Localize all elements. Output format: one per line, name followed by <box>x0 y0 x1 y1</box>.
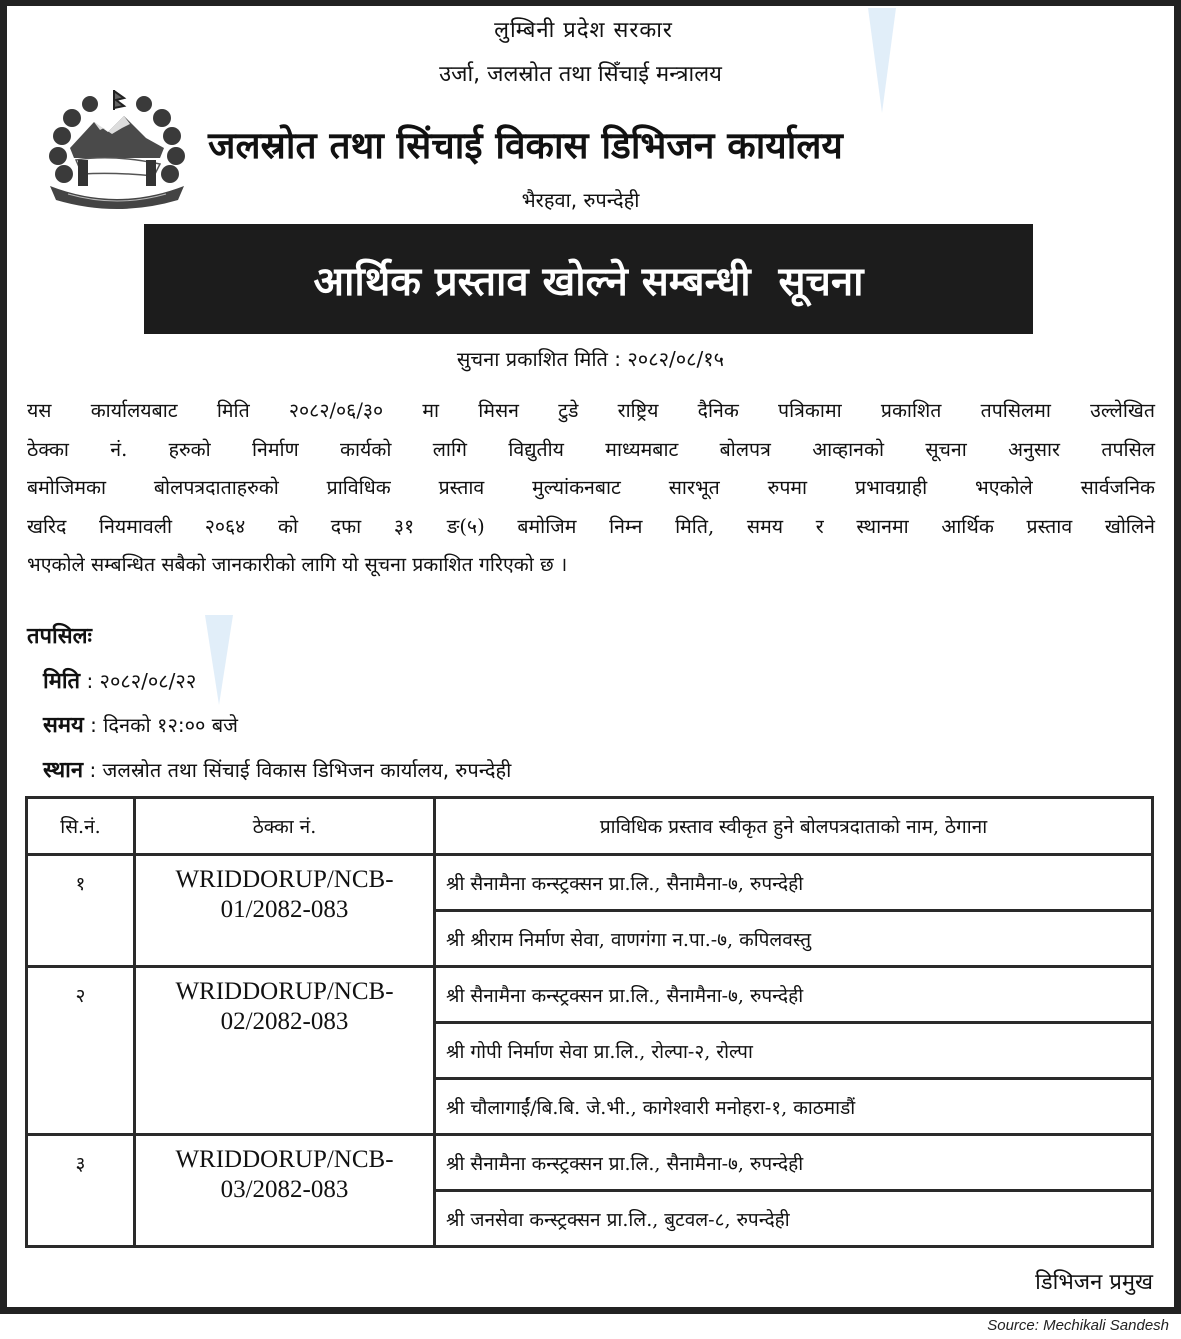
body-line: यस कार्यालयबाट मिति २०८२/०६/३० मा मिसन टुडे राष्ट्रिय दैनिक पत्रिकामा प्रकाशित तपसिलमा उल्लेखित <box>27 399 1155 422</box>
bidder-cell: श्री सैनामैना कन्स्ट्रक्सन प्रा.लि., सैनामैना-७, रुपन्देही <box>435 1135 1153 1191</box>
contract-cell <box>135 1135 435 1247</box>
ministry-name: उर्जा, जलस्रोत तथा सिँचाई मन्त्रालय <box>439 62 722 87</box>
schedule-place <box>43 754 511 784</box>
schedule-place-label: स्थान <box>43 758 84 783</box>
bidder-cell: श्री सैनामैना कन्स्ट्रक्सन प्रा.लि., सैनामैना-७, रुपन्देही <box>435 855 1153 911</box>
schedule-date-value: : २०८२/०८/२२ <box>86 669 197 693</box>
bidder-cell: श्री गोपी निर्माण सेवा प्रा.लि., रोल्पा-२, रोल्पा <box>435 1023 1153 1079</box>
contract-line: 01/2082-083 <box>220 896 349 923</box>
watermark-shape <box>205 615 233 705</box>
schedule-date-label: मिति <box>43 669 81 694</box>
office-title: जलस्रोत तथा सिंचाई विकास डिभिजन कार्यालय <box>208 124 843 167</box>
source-credit: Source: Mechikali Sandesh <box>987 1317 1169 1334</box>
body-line: ठेक्का नं. हरुको निर्माण कार्यको लागि विद्युतीय माध्यमबाट बोलपत्र आव्हानको सूचना अनुसार तपसिल <box>27 437 1155 461</box>
publication-date-value: २०८२/०८/१५ <box>627 347 725 371</box>
table-row <box>27 1135 1153 1191</box>
body-line: बमोजिमका बोलपत्रदाताहरुको प्राविधिक प्रस्ताव मुल्यांकनबाट सारभूत रुपमा प्रभावग्राही भएकोले सार्वजनिक <box>27 476 1155 499</box>
schedule-time-label: समय <box>43 713 84 738</box>
contract-line: WRIDDORUP/NCB- <box>175 1146 394 1173</box>
signature-title: डिभिजन प्रमुख <box>1035 1270 1153 1295</box>
body-line: भएकोले सम्बन्धित सबैको जानकारीको लागि यो सूचना प्रकाशित गरिएको छ । <box>27 553 568 576</box>
notice-title: आर्थिक प्रस्ताव खोल्ने सम्बन्धी सूचना <box>313 258 864 305</box>
serial-cell: १ <box>27 855 135 967</box>
office-location: भैरहवा, रुपन्देही <box>521 188 640 212</box>
bidder-cell: श्री श्रीराम निर्माण सेवा, वाणगंगा न.पा.-७, कपिलवस्तु <box>435 911 1153 967</box>
contract-cell <box>135 967 435 1135</box>
bidders-table <box>25 796 1154 1248</box>
bidder-cell: श्री सैनामैना कन्स्ट्रक्सन प्रा.लि., सैनामैना-७, रुपन्देही <box>435 967 1153 1023</box>
table-row <box>27 967 1153 1023</box>
contract-line: 03/2082-083 <box>220 1176 349 1203</box>
schedule-time-value: : दिनको १२:०० बजे <box>90 713 239 737</box>
column-header-contract: ठेक्का नं. <box>135 798 435 855</box>
serial-cell: ३ <box>27 1135 135 1247</box>
column-header-bidder: प्राविधिक प्रस्ताव स्वीकृत हुने बोलपत्रदाताको नाम, ठेगाना <box>435 798 1153 855</box>
bidder-cell: श्री चौलागाईं/बि.बि. जे.भी., कागेश्वारी मनोहरा-१, काठमाडौं <box>435 1079 1153 1135</box>
table-row <box>27 855 1153 911</box>
table-header-row <box>27 798 1153 855</box>
column-header-serial: सि.नं. <box>27 798 135 855</box>
schedule-place-value: : जलस्रोत तथा सिंचाई विकास डिभिजन कार्यालय, रुपन्देही <box>89 758 512 782</box>
serial-cell: २ <box>27 967 135 1135</box>
contract-line: WRIDDORUP/NCB- <box>175 866 394 893</box>
schedule-heading: तपसिलः <box>27 624 92 649</box>
government-name: लुम्बिनी प्रदेश सरकार <box>494 18 673 43</box>
contract-line: 02/2082-083 <box>220 1008 349 1035</box>
publication-date-label: सुचना प्रकाशित मिति : <box>456 347 622 371</box>
contract-cell <box>135 855 435 967</box>
bidder-cell: श्री जनसेवा कन्स्ट्रक्सन प्रा.लि., बुटवल-८, रुपन्देही <box>435 1191 1153 1247</box>
notice-body <box>27 392 1155 585</box>
schedule-date <box>43 665 196 695</box>
body-line: खरिद नियमावली २०६४ को दफा ३१ ङ(५) बमोजिम निम्न मिति, समय र स्थानमा आर्थिक प्रस्ताव खोलिने <box>27 514 1155 538</box>
schedule-time <box>43 709 238 739</box>
contract-line: WRIDDORUP/NCB- <box>175 978 394 1005</box>
notice-title-banner <box>144 224 1033 334</box>
publication-date <box>0 345 1181 372</box>
